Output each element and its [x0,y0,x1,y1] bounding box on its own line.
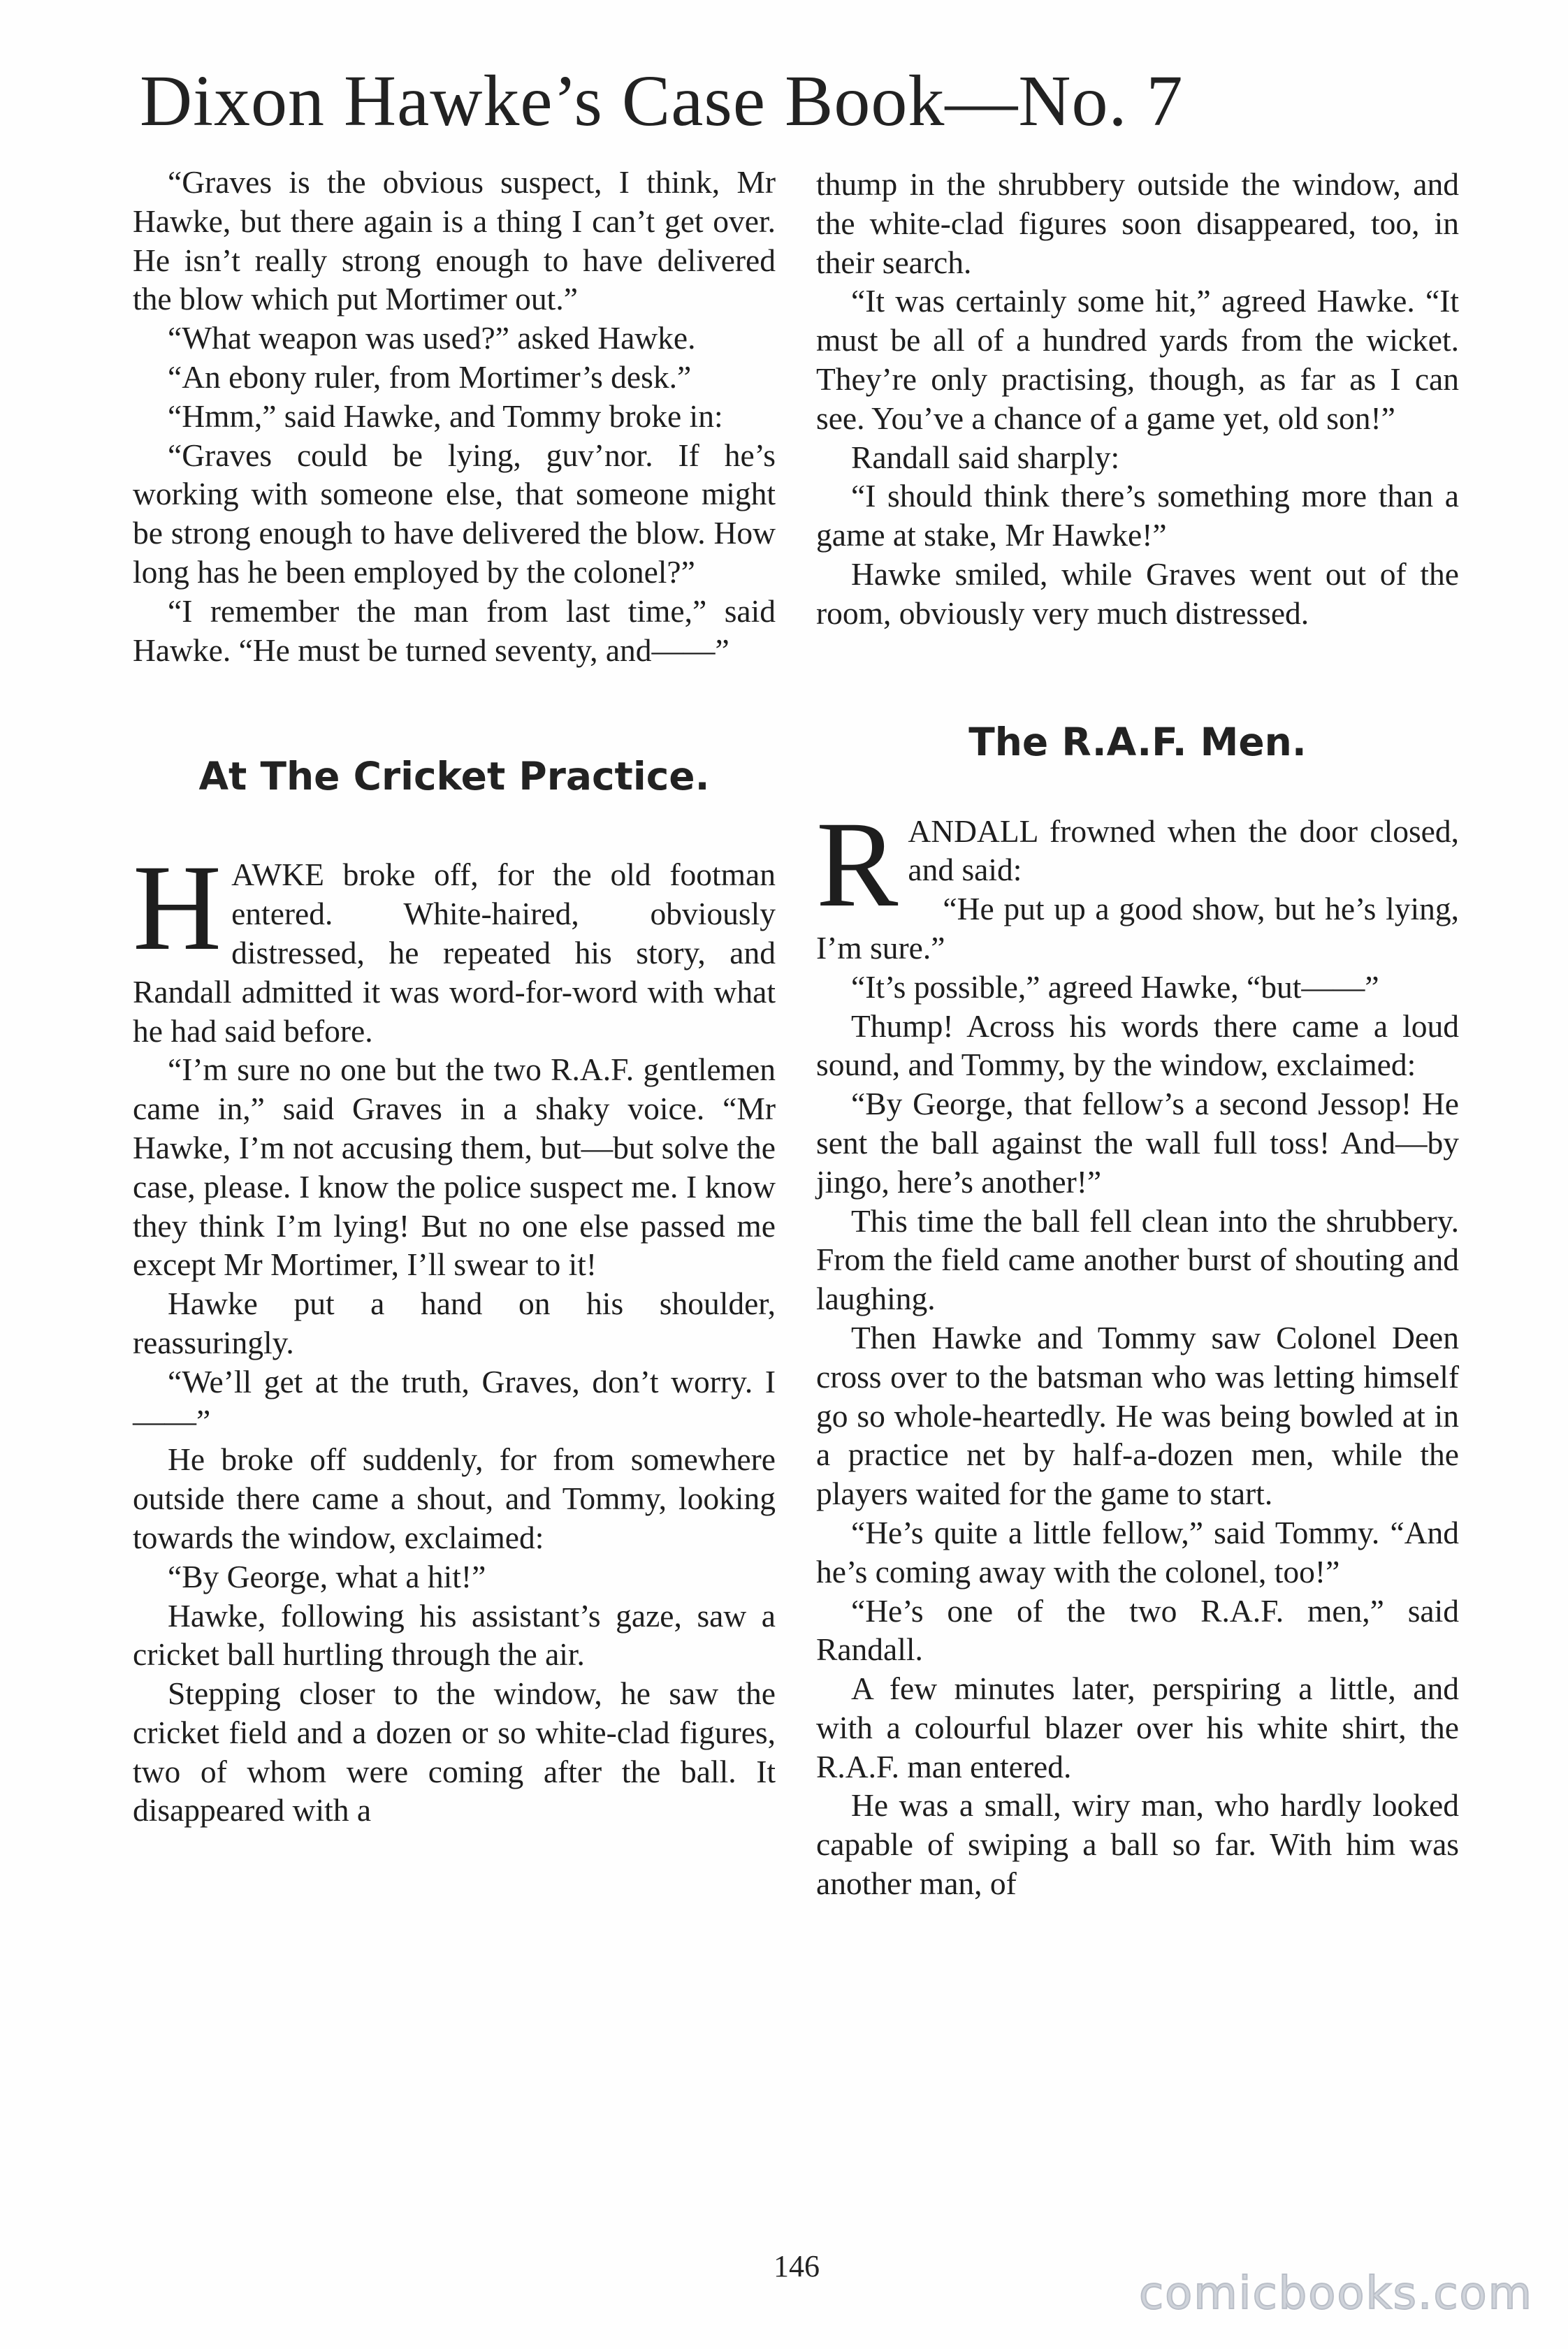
paragraph: “He put up a good show, but he’s lying, I’m sure.” [816,891,1459,966]
paragraph: “I should think there’s something more than a game at stake, Mr Hawke!” [816,478,1459,553]
paragraph: This time the ball fell clean into the shrubbery. From the field came another burst of shouting and laughing. [816,1202,1459,1317]
page-number: 146 [774,2249,820,2283]
paragraph: “He’s one of the two R.A.F. men,” said Randall. [816,1592,1459,1668]
paragraph: “It was certainly some hit,” agreed Hawke. “It must be all of a hundred yards from the wicket. They’re only practising, though, as far as I can see. You’ve a chance of a game yet, old son!” [816,283,1459,436]
paragraph: “It’s possible,” agreed Hawke, “but——” [851,968,1379,1005]
paragraph: “He’s quite a little fellow,” said Tommy. “And he’s coming away with the colonel, too!” [816,1514,1459,1590]
paragraph: “I remember the man from last time,” said Hawke. “He must be turned seventy, and——” [133,592,776,668]
right-column [816,165,1459,1903]
paragraph: “I’m sure no one but the two R.A.F. gentlemen came in,” said Graves in a shaky voice. “Mr Hawke, I’m not accusing them, but—but solve the case, please. I know the police suspect me. I know they think I’m lying! But no one else passed me except Mr Mortimer, I’ll swear to it! [133,1052,776,1283]
paragraph: “An ebony ruler, from Mortimer’s desk.” [168,358,692,395]
paragraph: “We’ll get at the truth, Graves, don’t worry. I——” [133,1363,776,1439]
section-heading-cricket-practice: At The Cricket Practice. [198,754,710,799]
section-body [133,840,776,1830]
paragraph: Hawke, following his assistant’s gaze, saw a cricket ball hurtling through the air. [133,1597,776,1673]
page-title: Dixon Hawke’s Case Book—No. 7 [140,61,1184,141]
paragraph: Thump! Across his words there came a loud sound, and Tommy, by the window, exclaimed: [816,1008,1459,1083]
paragraph: ANDALL frowned when the door closed, and said: [908,813,1459,888]
paragraph: “Hmm,” said Hawke, and Tommy broke in: [168,398,723,434]
drop-cap: R [816,796,899,933]
paragraph: “Graves is the obvious suspect, I think, Mr Hawke, but there again is a thing I can’t get over. He isn’t really strong enough to have delivered the blow which put Mortimer out.” [133,164,776,317]
paragraph: He was a small, wiry man, who hardly looked capable of swiping a ball so far. With him was another man, of [816,1787,1459,1902]
drop-cap: H [133,840,222,977]
watermark: comicbooks.com [1138,2268,1533,2320]
paragraph: “What weapon was used?” asked Hawke. [168,320,696,356]
paragraph: “By George, that fellow’s a second Jessop! He sent the ball against the wall full toss! And—by jingo, here’s another!” [816,1086,1459,1200]
left-column [133,163,776,1830]
paragraph: Hawke put a hand on his shoulder, reassuringly. [133,1286,776,1360]
paragraph: A few minutes later, perspiring a little, and with a colourful blazer over his white shirt, the R.A.F. man entered. [816,1671,1459,1784]
section-body [816,796,1459,1903]
paragraph: “Graves could be lying, guv’nor. If he’s working with someone else, that someone might be strong enough to have delivered the blow. How long has he been employed by the colonel?” [133,437,776,590]
paragraph: Randall said sharply: [851,439,1120,475]
paragraph: Stepping closer to the window, he saw the cricket field and a dozen or so white-clad figures, two of whom were coming after the ball. It disappeared with a [133,1675,776,1828]
paragraph: Then Hawke and Tommy saw Colonel Deen cross over to the batsman who was letting himself go so whole-heartedly. He was being bowled at in a practice net by half-a-dozen men, while the players waited for the game to start. [816,1319,1459,1512]
paragraph: thump in the shrubbery outside the window, and the white-clad figures soon disappeared, too, in their search. [816,166,1459,280]
paragraph: He broke off suddenly, for from somewhere outside there came a shout, and Tommy, looking towards the window, exclaimed: [133,1441,776,1555]
section-heading-raf-men: The R.A.F. Men. [968,719,1307,764]
paragraph: AWKE broke off, for the old footman entered. White-haired, obviously distressed, he repeated his story, and Randall admitted it was word-for-word with what he had said before. [133,857,776,1049]
paragraph: “By George, what a hit!” [168,1558,486,1594]
paragraph: Hawke smiled, while Graves went out of the room, obviously very much distressed. [816,555,1459,631]
